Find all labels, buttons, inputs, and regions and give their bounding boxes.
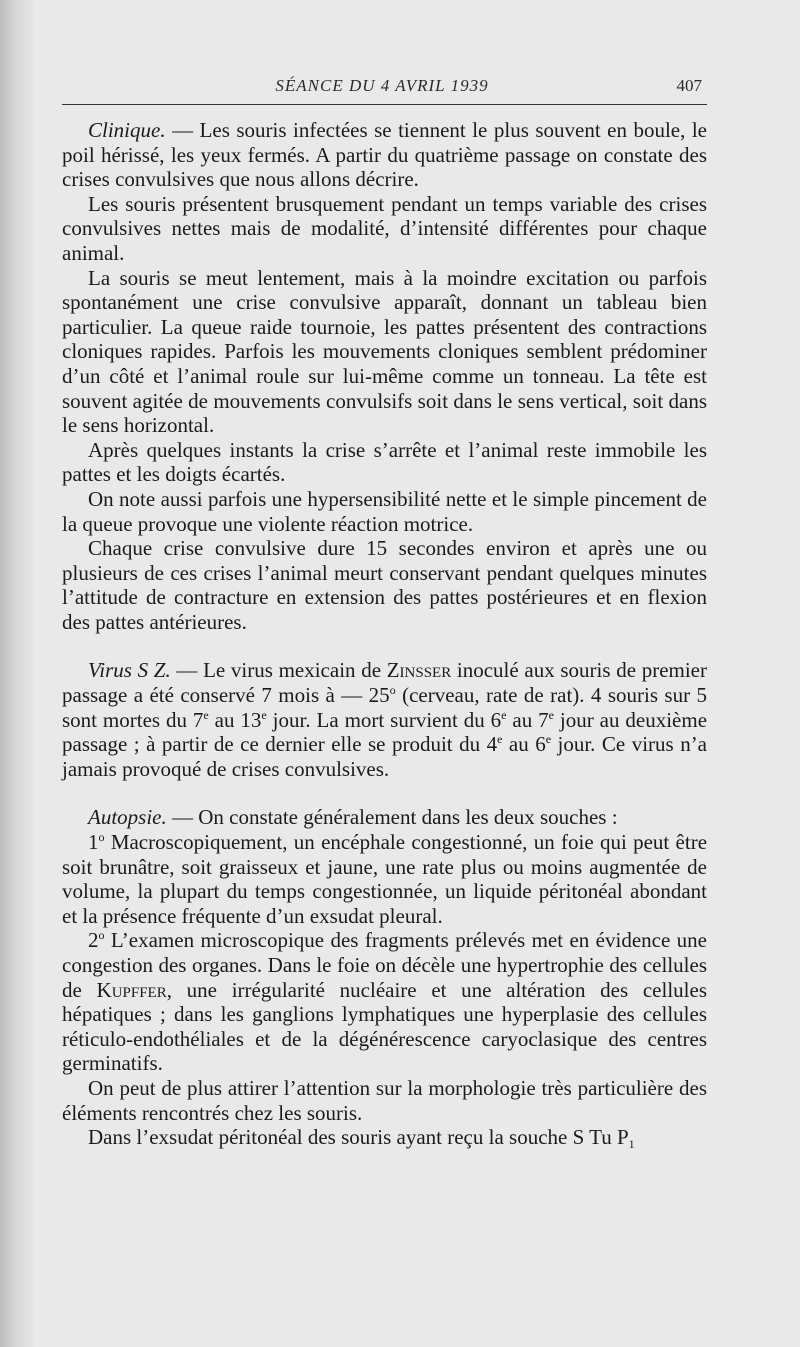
item-number: 1 [88, 830, 99, 855]
clinique-text: — Les souris infectées se tiennent le plus souvent en boule, le poil hérissé, les yeux fermés. A partir du quatrième passage on constate des crises convulsives que nous allons décrire. [62, 118, 707, 192]
paragraph-apres-crise: Après quelques instants la crise s’arrête et l’animal reste immobile les pattes et les doigts écartés. [62, 437, 707, 487]
macroscopique-text: Macroscopiquement, un encéphale congestionné, un foie qui peut être soit brunâtre, soit graisseux et jaune, une rate plus ou moins augmentée de volume, la plupart du temps congestionnée, un liquide péritonéal abondant et la présence fréquente d’un exsudat pleural. [62, 830, 708, 928]
degree-sign: o [98, 830, 105, 845]
ordinal-sup: e [261, 707, 267, 722]
ordinal-sup: e [501, 707, 507, 722]
paragraph-virus-sz [62, 658, 707, 781]
paragraph-microscopique [62, 928, 707, 1076]
autopsie-text: — On constate généralement dans les deux souches : [172, 805, 618, 830]
virus-text-e: jour. La mort survient du 6 [272, 707, 502, 732]
author-name-kupffer: Kupffer [96, 977, 167, 1002]
virus-text-d: au 13 [214, 707, 262, 732]
page-edge-shadow [0, 0, 34, 1347]
running-title: SÉANCE DU 4 AVRIL 1939 [275, 76, 489, 95]
paragraph-exsudat [62, 1125, 707, 1150]
paragraph-macroscopique [62, 830, 707, 928]
paragraph-hypersensibilite: On note aussi parfois une hypersensibilité nette et le simple pincement de la queue provoque une violente réaction motrice. [62, 486, 707, 536]
paragraph-crises: Les souris présentent brusquement pendant un temps variable des crises convulsives nettes mais de modalité, d’intensité différentes pour chaque animal. [62, 191, 707, 265]
section-heading-clinique: Clinique. [88, 118, 166, 142]
microscopique-text-b: , une irrégularité nucléaire et une altération des cellules hépatiques ; dans les ganglions lymphatiques une hyperplasie des cellules réticulo-endothéliales et de la dégénérescence caryoclasique des centres germinatifs. [62, 977, 708, 1076]
paragraph-morphologie: On peut de plus attirer l’attention sur la morphologie très particulière des éléments rencontrés chez les souris. [62, 1075, 707, 1125]
exsudat-text: Dans l’exsudat péritonéal des souris ayant reçu la souche S Tu P [88, 1125, 629, 1150]
ordinal-sup: e [545, 732, 552, 747]
subscript: 1 [628, 1137, 635, 1152]
ordinal-sup: e [203, 707, 209, 722]
microscopique-text-a: L’examen microscopique des fragments prélevés met en évidence une congestion des organes. Dans le foie on décèle une hypertrophie des cellules de [62, 928, 707, 1002]
paragraph-autopsie [62, 805, 707, 830]
virus-text-h: au 6 [508, 732, 546, 757]
degree-sign: o [98, 928, 105, 943]
degree-sign: o [389, 683, 396, 698]
virus-text-a: — Le virus mexicain de [176, 658, 382, 683]
virus-text-i: jour. Ce virus n’a jamais provoqué de crises convulsives. [62, 732, 708, 781]
section-heading-virus-sz: Virus S Z. [88, 658, 171, 683]
section-heading-autopsie: Autopsie. [88, 805, 167, 830]
page-number: 407 [676, 76, 702, 95]
paragraph-description-crise: La souris se meut lentement, mais à la moindre excitation ou parfois spontanément une crise convulsive apparaît, donnant un tableau bien particulier. La queue raide tournoie, les pattes présentent des contractions cloniques rapides. Parfois les mouvements cloniques semblent prédominer d’un côté et l’animal roule sur lui-même comme un tonneau. La tête est souvent agitée de mouvements convulsifs soit dans le sens vertical, soit dans le sens horizontal. [62, 265, 707, 438]
ordinal-sup: e [548, 707, 554, 722]
page-body [62, 118, 707, 1150]
author-name-zinsser: Zinsser [386, 658, 452, 683]
virus-text-b: inoculé aux souris de premier passage a été conservé 7 mois à — 25 [62, 658, 707, 708]
virus-text-c: (cerveau, rate de rat). 4 souris sur 5 sont mortes du 7 [62, 683, 707, 732]
virus-text-f: au 7 [512, 707, 549, 732]
item-number: 2 [88, 928, 99, 953]
virus-text-g: jour au deuxième passage ; à partir de ce dernier elle se produit du 4 [62, 707, 708, 757]
paragraph-duree-crise: Chaque crise convulsive dure 15 secondes environ et après une ou plusieurs de ces crises l’animal meurt conservant pendant quelques minutes l’attitude de contracture en extension des pattes postérieures et en flexion des pattes antérieures. [62, 536, 707, 634]
paragraph-clinique [62, 118, 707, 192]
page-header [62, 76, 702, 102]
ordinal-sup: e [497, 732, 503, 747]
header-rule [62, 104, 707, 105]
